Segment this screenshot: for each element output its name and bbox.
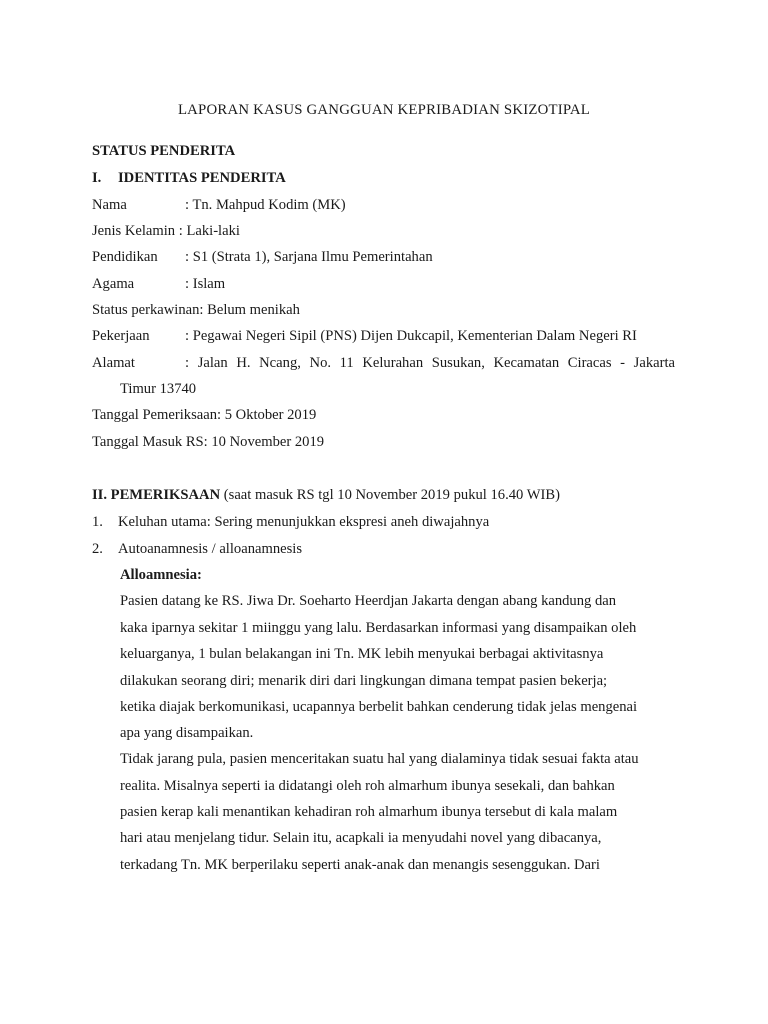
field-jenis-kelamin: [92, 222, 240, 240]
nama-value: : Tn. Mahpud Kodim (MK): [185, 197, 346, 213]
paragraph-line: keluarganya, 1 bulan belakangan ini Tn. MK lebih menyukai berbagai aktivitasnya: [120, 646, 604, 662]
exam-heading: [92, 486, 560, 504]
paragraph-line: dilakukan seorang diri; menarik diri dari lingkungan dimana tempat pasien bekerja;: [120, 673, 608, 689]
agama-label: Agama: [92, 276, 135, 292]
pekerjaan-value: : Pegawai Negeri Sipil (PNS) Dijen Dukcapil, Kementerian Dalam Negeri RI: [185, 328, 637, 344]
tanggal-masuk-rs: Tanggal Masuk RS: 10 November 2019: [92, 434, 325, 450]
paragraph-line: kaka iparnya sekitar 1 miinggu yang lalu. Berdasarkan informasi yang disampaikan oleh: [120, 620, 637, 636]
identity-heading-text: IDENTITAS PENDERITA: [118, 170, 286, 186]
nama-label: Nama: [92, 197, 127, 213]
tanggal-pemeriksaan: Tanggal Pemeriksaan: 5 Oktober 2019: [92, 407, 317, 423]
document-title: LAPORAN KASUS GANGGUAN KEPRIBADIAN SKIZOTIPAL: [177, 102, 591, 118]
jk-value: : Laki-laki: [178, 223, 240, 239]
item2-number: 2.: [92, 541, 103, 557]
paragraph-line: terkadang Tn. MK berperilaku seperti anak-anak dan menangis sesenggukan. Dari: [120, 857, 600, 873]
alloamnesia-heading: Alloamnesia:: [120, 567, 202, 583]
field-alamat: [92, 354, 675, 372]
paragraph-line: Pasien datang ke RS. Jiwa Dr. Soeharto Heerdjan Jakarta dengan abang kandung dan: [120, 593, 617, 609]
field-agama: [92, 275, 225, 293]
alamat-label: Alamat: [92, 355, 135, 371]
alamat-value-line2: Timur 13740: [120, 381, 197, 397]
paragraph-line: ketika diajak berkomunikasi, ucapannya berbelit bahkan cenderung tidak jelas mengenai: [120, 699, 638, 715]
field-nama: [92, 196, 346, 214]
exam-heading-rest: (saat masuk RS tgl 10 November 2019 pukul 16.40 WIB): [220, 487, 560, 503]
field-pendidikan: [92, 248, 433, 266]
exam-heading-bold: II. PEMERIKSAAN: [92, 487, 221, 503]
agama-value: : Islam: [185, 276, 226, 292]
field-status-perkawinan: Status perkawinan: Belum menikah: [92, 302, 300, 318]
paragraph-line: Tidak jarang pula, pasien menceritakan suatu hal yang dialaminya tidak sesuai fakta atau: [120, 751, 639, 767]
pekerjaan-label: Pekerjaan: [92, 328, 150, 344]
status-heading: STATUS PENDERITA: [92, 143, 236, 159]
identity-heading: [92, 169, 286, 187]
identity-number: I.: [92, 170, 102, 186]
exam-item-1: [92, 513, 489, 531]
paragraph-line: pasien kerap kali menantikan kehadiran roh almarhum ibunya tersebut di kala malam: [120, 804, 618, 820]
pendidikan-label: Pendidikan: [92, 249, 158, 265]
paragraph-line: apa yang disampaikan.: [120, 725, 254, 741]
jk-label: Jenis Kelamin: [92, 223, 176, 239]
pendidikan-value: : S1 (Strata 1), Sarjana Ilmu Pemerintahan: [185, 249, 433, 265]
field-pekerjaan: [92, 327, 637, 345]
item2-text: Autoanamnesis / alloanamnesis: [118, 541, 303, 557]
item1-number: 1.: [92, 514, 103, 530]
alamat-value-line1: : Jalan H. Ncang, No. 11 Kelurahan Susukan, Kecamatan Ciracas - Jakarta: [185, 355, 675, 371]
item1-text: Keluhan utama: Sering menunjukkan ekspresi aneh diwajahnya: [118, 514, 490, 530]
paragraph-line: hari atau menjelang tidur. Selain itu, acapkali ia menyudahi novel yang dibacanya,: [120, 830, 602, 846]
exam-item-2: [92, 540, 302, 558]
paragraph-line: realita. Misalnya seperti ia didatangi oleh roh almarhum ibunya sesekali, dan bahkan: [120, 778, 615, 794]
